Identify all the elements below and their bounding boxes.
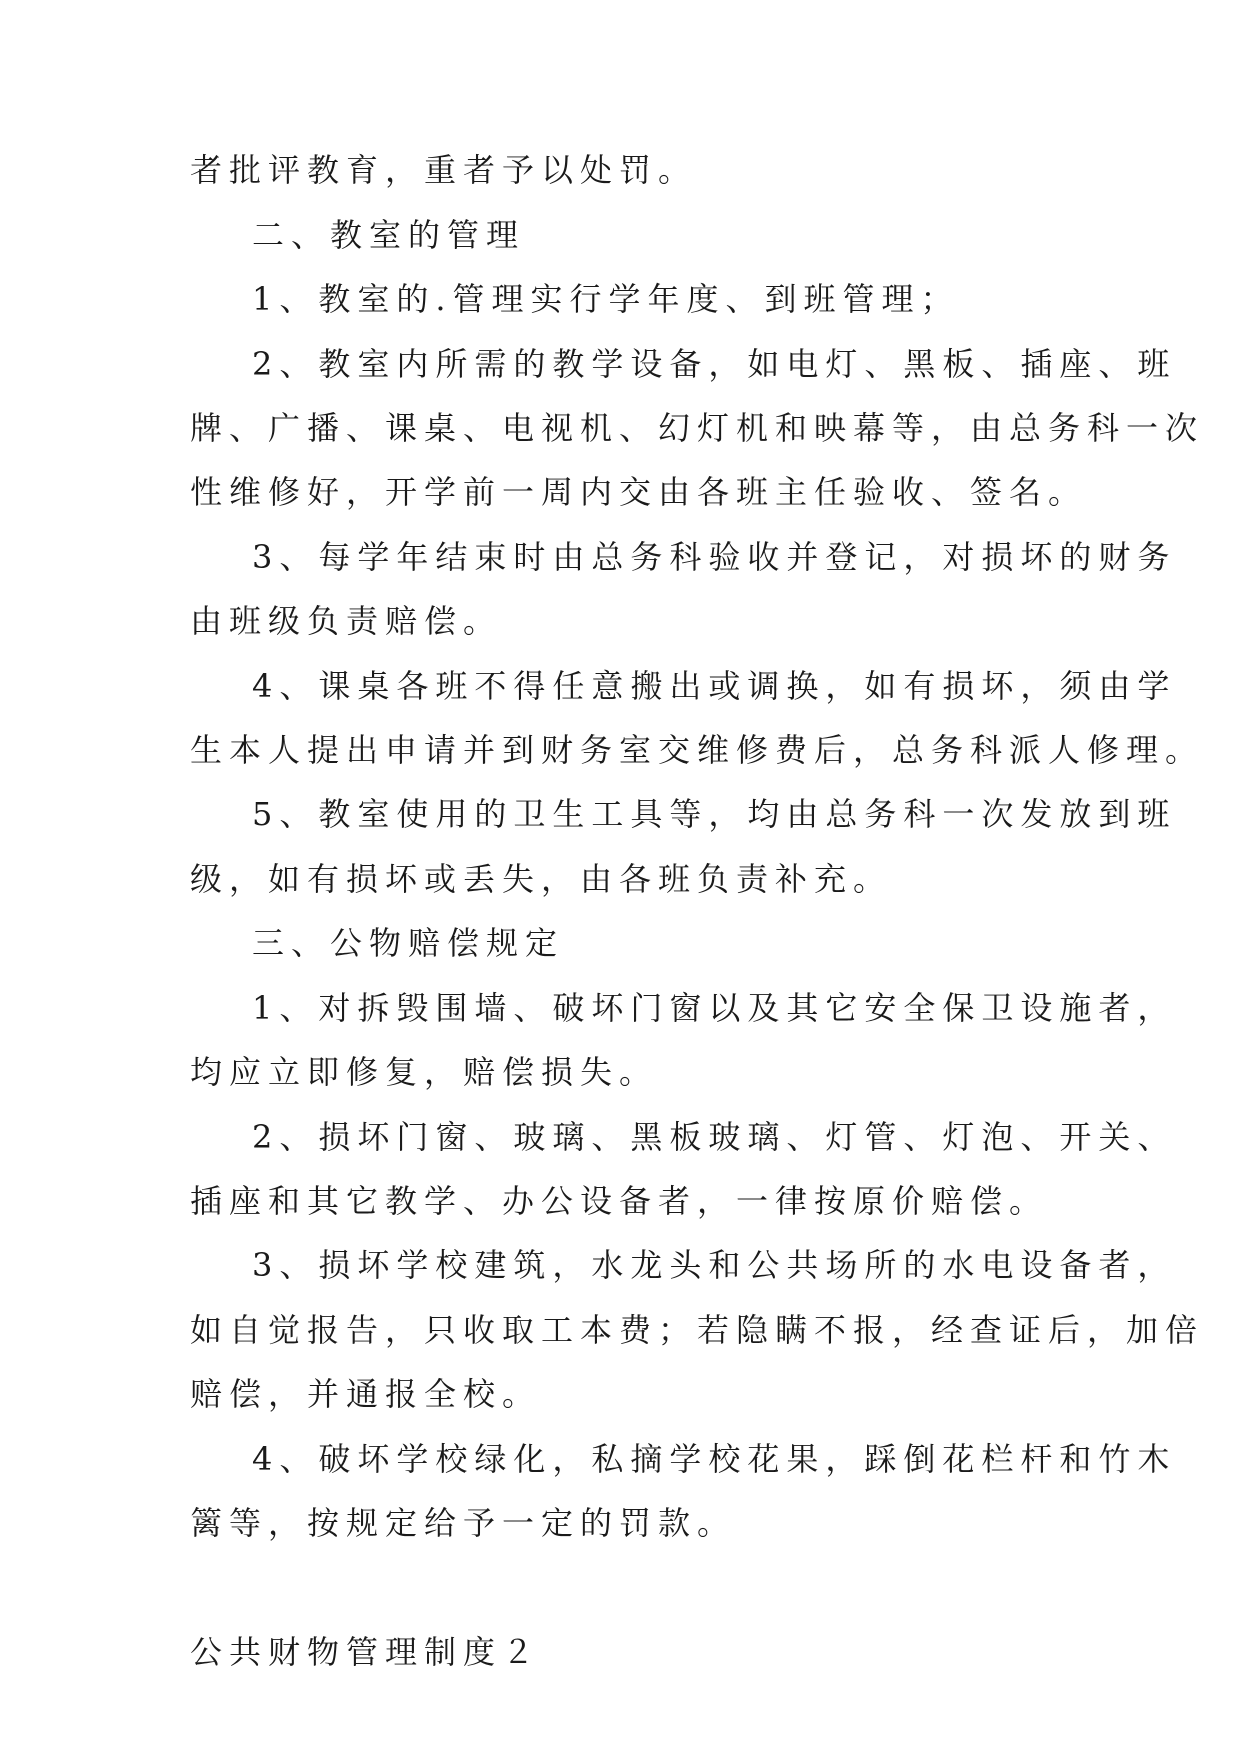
paragraph-line: 2、教室内所需的教学设备，如电灯、黑板、插座、班: [252, 345, 1177, 383]
section-heading-compensation: 三、公物赔偿规定: [252, 924, 565, 962]
paragraph-line: 3、损坏学校建筑，水龙头和公共场所的水电设备者，: [252, 1246, 1177, 1284]
paragraph-line: 3、每学年结束时由总务科验收并登记，对损坏的财务: [252, 538, 1177, 576]
paragraph-line: 牌、广播、课桌、电视机、幻灯机和映幕等，由总务科一次: [190, 409, 1205, 447]
paragraph-line: 1、教室的.管理实行学年度、到班管理；: [252, 280, 960, 318]
paragraph-line: 如自觉报告，只收取工本费；若隐瞒不报，经查证后，加倍: [190, 1311, 1205, 1349]
paragraph-line: 5、教室使用的卫生工具等，均由总务科一次发放到班: [252, 795, 1177, 833]
paragraph-line: 均应立即修复，赔偿损失。: [190, 1053, 659, 1091]
paragraph-line: 生本人提出申请并到财务室交维修费后，总务科派人修理。: [190, 731, 1205, 769]
paragraph-line: 级，如有损坏或丢失，由各班负责补充。: [190, 860, 893, 898]
paragraph-line: 赔偿，并通报全校。: [190, 1375, 542, 1413]
paragraph-line: 4、破坏学校绿化，私摘学校花果，踩倒花栏杆和竹木: [252, 1440, 1177, 1478]
paragraph-line: 2、损坏门窗、玻璃、黑板玻璃、灯管、灯泡、开关、: [252, 1118, 1177, 1156]
paragraph-line: 篱等，按规定给予一定的罚款。: [190, 1504, 737, 1542]
paragraph-line: 1、对拆毁围墙、破坏门窗以及其它安全保卫设施者，: [252, 989, 1177, 1027]
paragraph-line: 4、课桌各班不得任意搬出或调换，如有损坏，须由学: [252, 667, 1177, 705]
paragraph-line: 插座和其它教学、办公设备者，一律按原价赔偿。: [190, 1182, 1049, 1220]
next-document-title: 公共财物管理制度２: [190, 1633, 542, 1671]
paragraph-line: 性维修好，开学前一周内交由各班主任验收、签名。: [190, 473, 1088, 511]
section-heading-classroom: 二、教室的管理: [252, 216, 526, 254]
paragraph-line: 者批评教育，重者予以处罚。: [190, 151, 698, 189]
paragraph-line: 由班级负责赔偿。: [190, 602, 503, 640]
